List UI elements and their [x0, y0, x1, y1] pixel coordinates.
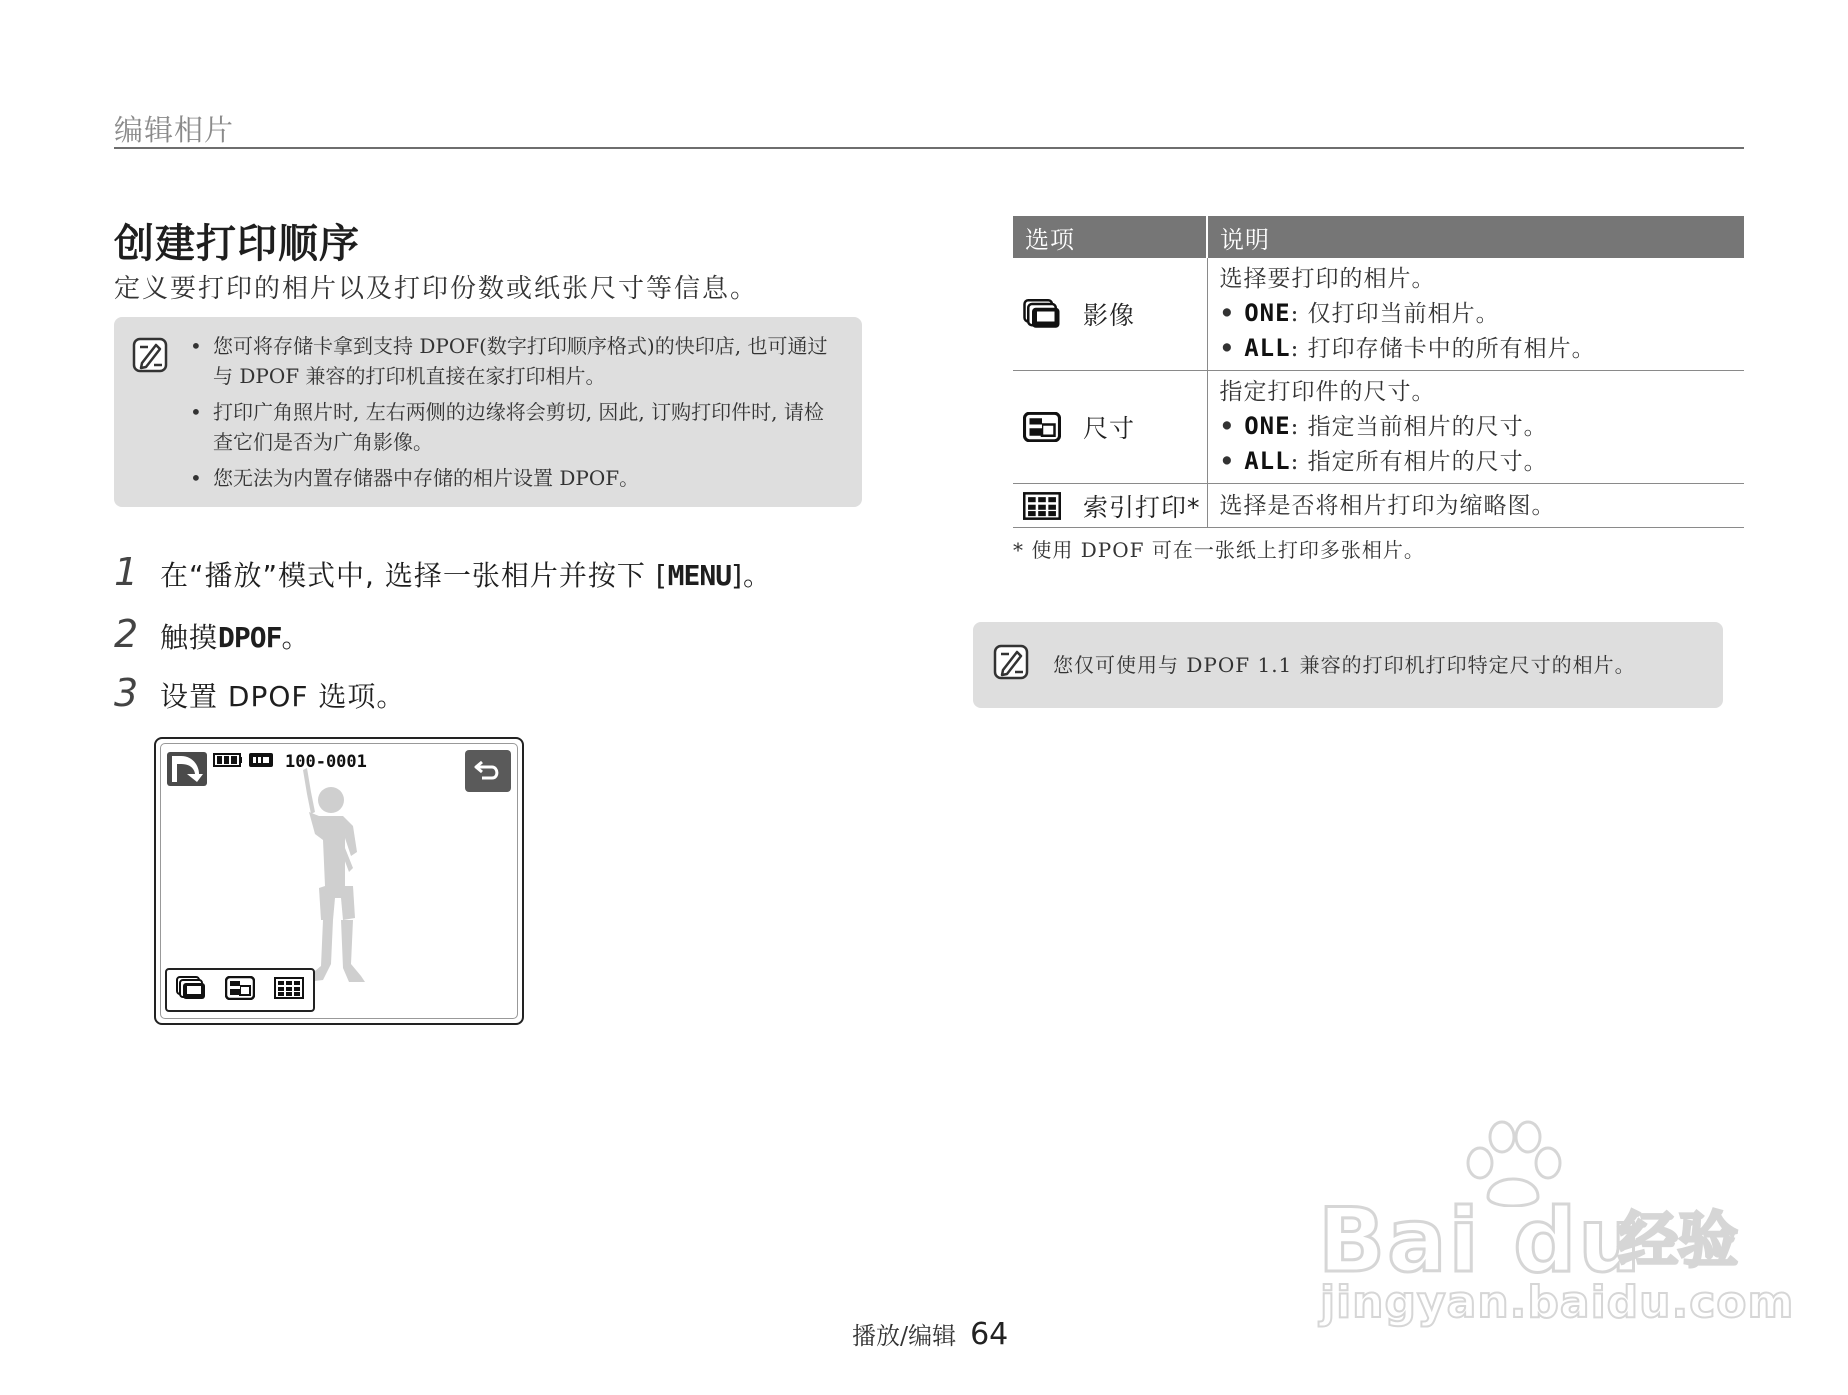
description-intro: 选择要打印的相片。 [1219, 266, 1436, 292]
description-cell [1207, 258, 1744, 371]
description-bullet [1220, 296, 1745, 331]
step-text: 在“播放”模式中, 选择一张相片并按下 [ [160, 559, 668, 592]
step-text: 设置 DPOF 选项。 [160, 680, 406, 713]
note-item: • 您无法为内置存储器中存储的相片设置 DPOF。 [190, 463, 840, 493]
baidu-watermark [1318, 1117, 1795, 1337]
section-header: 编辑相片 [114, 113, 235, 147]
bullet-text: : 仅打印当前相片。 [1290, 301, 1500, 327]
column-header-option: 选项 [1013, 216, 1207, 258]
index-option-icon [1023, 492, 1065, 520]
person-silhouette [293, 768, 383, 998]
bullet-text: : 指定所有相片的尺寸。 [1290, 449, 1548, 475]
column-header-description: 说明 [1207, 216, 1744, 258]
back-button[interactable] [465, 750, 511, 792]
table-footnote: * 使用 DPOF 可在一张纸上打印多张相片。 [1013, 538, 1425, 562]
bullet-text: : 指定当前相片的尺寸。 [1290, 414, 1548, 440]
description-bullet [1220, 331, 1745, 366]
menu-key-label: MENU [667, 559, 732, 592]
watermark-jingyan: 经验 [1618, 1206, 1738, 1276]
page-title: 创建打印顺序 [114, 221, 360, 267]
option-label: 影像 [1083, 301, 1136, 330]
description-cell [1207, 484, 1744, 528]
play-mode-icon [167, 752, 207, 786]
description-bullet [1220, 409, 1745, 444]
option-keyword: ONE [1244, 412, 1291, 440]
step-text-end: 。 [281, 621, 311, 654]
note-list [190, 331, 840, 499]
watermark-brand: Bai du [1318, 1189, 1643, 1292]
header-divider [114, 147, 1744, 149]
description-intro: 指定打印件的尺寸。 [1219, 379, 1436, 405]
option-toolbar [165, 968, 315, 1012]
table-row [1013, 484, 1744, 528]
dpof-key-label: DPOF [218, 621, 282, 654]
size-option-icon[interactable] [225, 976, 255, 1004]
footer-section: 播放/编辑 [852, 1322, 957, 1350]
battery-icon [213, 752, 243, 772]
step-text-end: ]。 [731, 559, 773, 592]
image-option-icon[interactable] [176, 976, 206, 1004]
memory-card-icon [248, 752, 274, 772]
option-label: 索引打印* [1083, 492, 1201, 522]
bullet-text: : 打印存储卡中的所有相片。 [1290, 336, 1596, 362]
back-icon [474, 758, 502, 782]
description-bullet [1220, 444, 1745, 479]
note-icon [993, 644, 1029, 680]
options-table [1013, 216, 1744, 528]
option-cell [1013, 371, 1207, 484]
note-icon [132, 337, 168, 373]
step-3 [114, 671, 405, 715]
page-number: 64 [970, 1317, 1009, 1352]
image-option-icon [1023, 299, 1065, 329]
option-cell [1013, 484, 1207, 528]
note-item: • 打印广角照片时, 左右两侧的边缘将会剪切, 因此, 订购打印件时, 请检查它们是否为广角影像。 [190, 397, 840, 457]
step-number: 1 [114, 550, 140, 594]
page-footer [852, 1316, 1008, 1352]
table-row [1013, 258, 1744, 371]
option-cell [1013, 258, 1207, 371]
note-box [973, 622, 1723, 708]
index-option-icon[interactable] [274, 977, 304, 1003]
step-number: 3 [114, 671, 140, 715]
step-1 [114, 550, 772, 594]
note-item: • 您可将存储卡拿到支持 DPOF(数字打印顺序格式)的快印店, 也可通过与 DPOF 兼容的打印机直接在家打印相片。 [190, 331, 840, 391]
option-label: 尺寸 [1083, 414, 1136, 443]
page-subtitle: 定义要打印的相片以及打印份数或纸张尺寸等信息。 [114, 274, 759, 304]
table-header-row [1013, 216, 1744, 258]
step-number: 2 [114, 612, 140, 656]
option-keyword: ALL [1244, 447, 1291, 475]
table-row [1013, 371, 1744, 484]
description-cell [1207, 371, 1744, 484]
watermark-url: jingyan.baidu.com [1320, 1277, 1795, 1328]
option-keyword: ONE [1244, 299, 1291, 327]
file-number: 100-0001 [285, 752, 367, 772]
step-text: 触摸 [160, 621, 219, 654]
description-intro: 选择是否将相片打印为缩略图。 [1219, 492, 1556, 519]
step-2 [114, 612, 310, 656]
note-text: 您仅可使用与 DPOF 1.1 兼容的打印机打印特定尺寸的相片。 [1053, 653, 1636, 677]
option-keyword: ALL [1244, 334, 1291, 362]
size-option-icon [1023, 412, 1065, 442]
note-box [114, 317, 862, 507]
camera-screen [154, 737, 524, 1025]
